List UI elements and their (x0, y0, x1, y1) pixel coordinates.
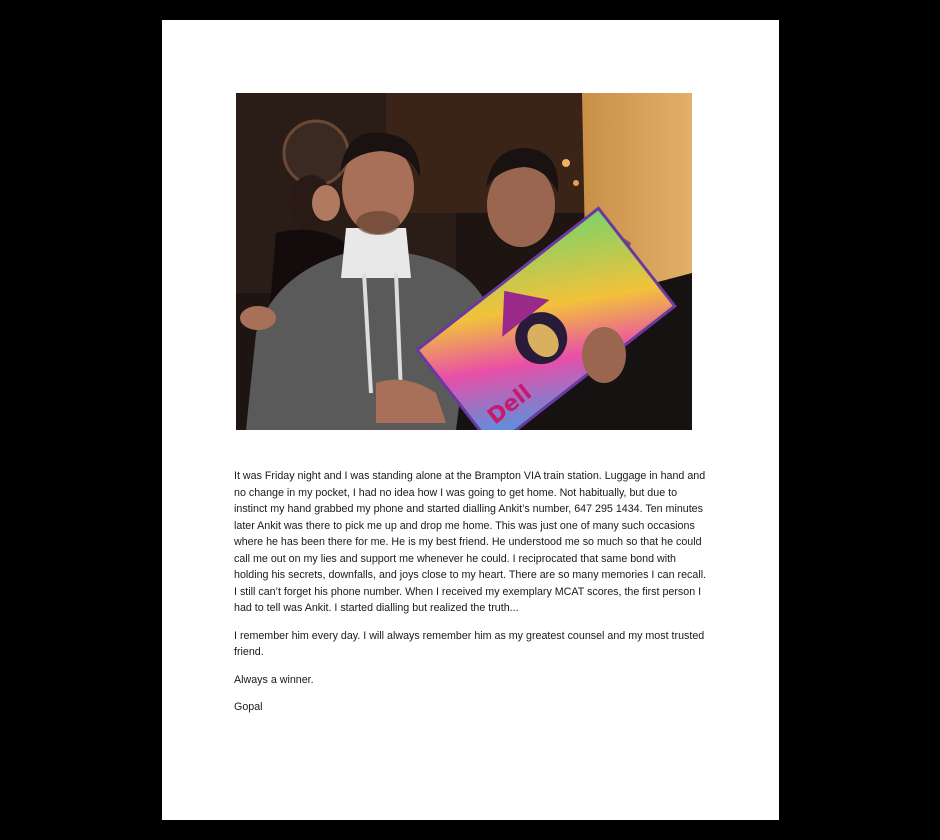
letter-body (234, 468, 709, 727)
paragraph-3: Always a winner. (234, 673, 314, 686)
paragraph-1: It was Friday night and I was standing alone at the Brampton VIA train station. Luggage in hand and no change in my pocket, I had no idea how I was going to get home. Not habitually, but due to instinct my hand grabbed my phone and started dialling Ankit’s number, 647 295 1434. Ten minutes later Ankit was there to pick me up and drop me home. This was just one of many such occasions where he has been there for me. He is my best friend. He understood me so much so that he could call me out on my lies and support me whenever he could. I reciprocated that same bond with holding his secrets, downfalls, and joys close to my heart. There are so many memories I can recall. I still can’t forget his phone number. When I received my exemplary MCAT scores, the first person I had to tell was Ankit. I started dialling but realized the truth... (234, 470, 707, 614)
poster-text: Dell (483, 380, 537, 430)
photo-illustration (236, 93, 692, 430)
paragraph-2: I remember him every day. I will always remember him as my greatest counsel and my most trusted friend. (234, 629, 705, 658)
photo (236, 93, 692, 430)
signature: Gopal (234, 701, 263, 713)
document-page (162, 20, 779, 820)
